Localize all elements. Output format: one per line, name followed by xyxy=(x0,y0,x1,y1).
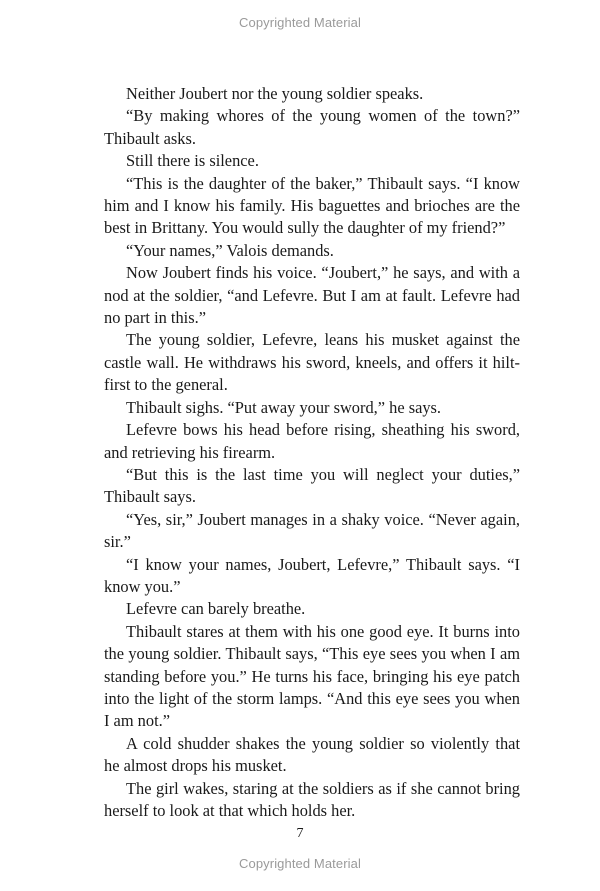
copyright-watermark-top: Copyrighted Material xyxy=(239,15,361,30)
paragraph: “By making whores of the young women of the town?” Thibault asks. xyxy=(104,106,520,148)
paragraph: Now Joubert finds his voice. “Joubert,” he says, and with a nod at the soldier, “and Lefevre. But I am at fault. Lefevre had no part in this.” xyxy=(104,263,520,328)
paragraph: Still there is silence. xyxy=(126,151,259,171)
paragraph: A cold shudder shakes the young soldier so violently that he almost drops his musket. xyxy=(104,733,520,776)
copyright-watermark-bottom: Copyrighted Material xyxy=(239,856,361,871)
paragraph: The girl wakes, staring at the soldiers as if she cannot bring herself to look at that which holds her. xyxy=(104,778,520,820)
paragraph: Lefevre bows his head before rising, sheathing his sword, and retrieving his firearm. xyxy=(104,420,520,462)
paragraph: Thibault stares at them with his one good eye. It burns into the young soldier. Thibault says, “This eye sees you when I am standing before you.” He turns his face, bringing his eye patch into the light of the storm lamps. “And this eye sees you when I am not.” xyxy=(104,621,520,731)
paragraph: “I know your names, Joubert, Lefevre,” Thibault says. “I know you.” xyxy=(104,554,520,596)
paragraph: Thibault sighs. “Put away your sword,” he says. xyxy=(126,397,442,417)
page-number: 7 xyxy=(296,826,304,841)
paragraph: “Your names,” Valois demands. xyxy=(126,240,334,260)
paragraph: Neither Joubert nor the young soldier speaks. xyxy=(126,84,424,103)
paragraph: “This is the daughter of the baker,” Thibault says. “I know him and I know his family. His baguettes and brioches are the best in Brittany. You would sully the daughter of my friend?” xyxy=(104,173,520,238)
paragraph: “But this is the last time you will neglect your duties,” Thibault says. xyxy=(104,464,520,507)
paragraph: The young soldier, Lefevre, leans his musket against the castle wall. He withdraws his sword, kneels, and offers it hilt-first to the general. xyxy=(104,330,520,395)
paragraph: “Yes, sir,” Joubert manages in a shaky voice. “Never again, sir.” xyxy=(104,509,520,552)
paragraph: Lefevre can barely breathe. xyxy=(126,599,306,619)
body-text xyxy=(104,83,520,822)
